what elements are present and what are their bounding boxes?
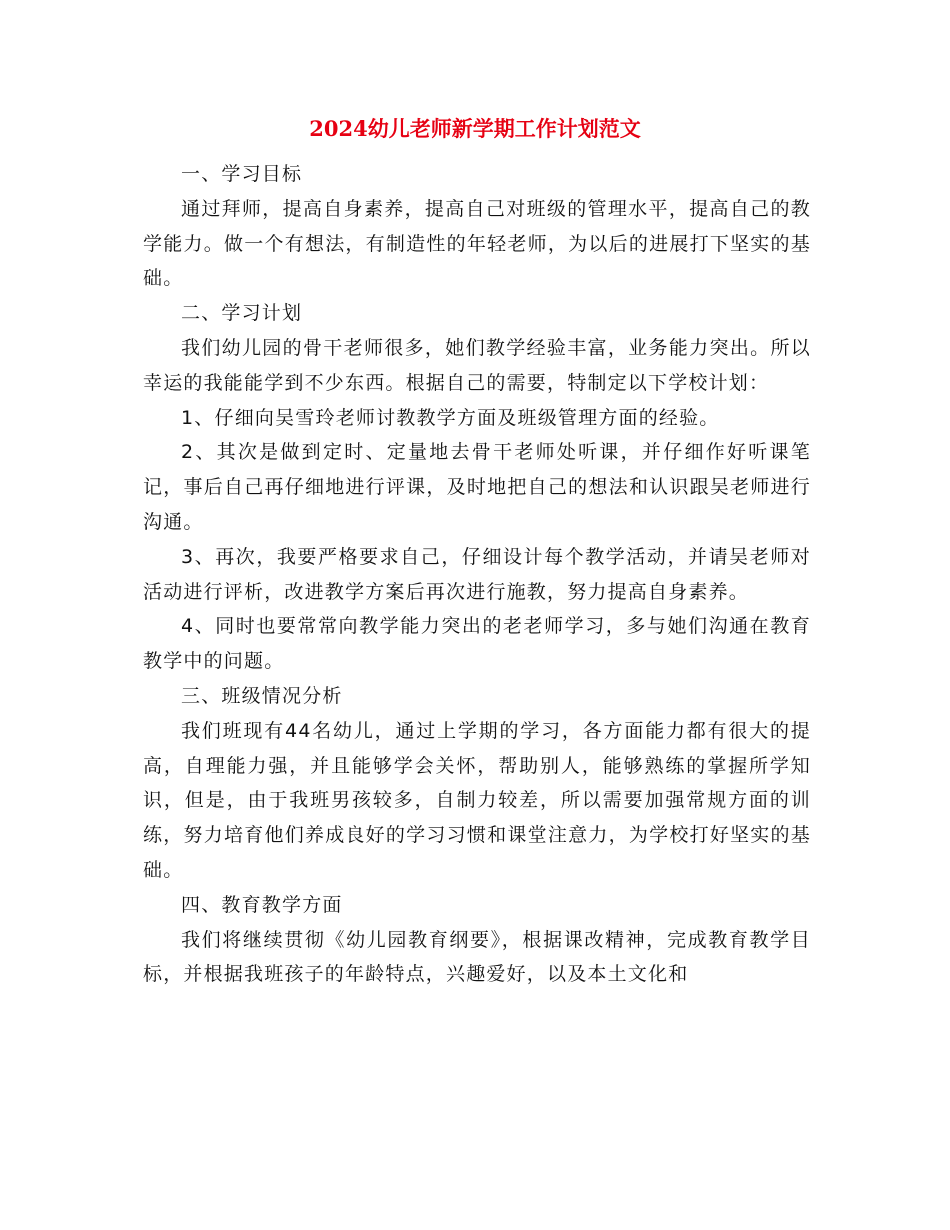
plan-item-3: 3、再次，我要严格要求自己，仔细设计每个教学活动，并请吴老师对活动进行评析，改进教学方案后再次进行施教，努力提高自身素养。 xyxy=(143,545,811,603)
plan-item-4: 4、同时也要常常向教学能力突出的老老师学习，多与她们沟通在教育教学中的问题。 xyxy=(143,615,811,673)
page-title: 2024幼儿老师新学期工作计划范文 xyxy=(309,116,641,141)
plan-item-2: 2、其次是做到定时、定量地去骨干老师处听课，并仔细作好听课笔记，事后自己再仔细地进行评课，及时地把自己的想法和认识跟吴老师进行沟通。 xyxy=(143,441,811,533)
section-heading-learning-goals: 一、学习目标 xyxy=(181,163,303,185)
section-heading-learning-plan: 二、学习计划 xyxy=(181,302,303,325)
section-heading-teaching: 四、教育教学方面 xyxy=(181,893,343,916)
plan-item-1: 1、仔细向吴雪玲老师讨教教学方面及班级管理方面的经验。 xyxy=(181,406,720,429)
paragraph-teaching: 我们将继续贯彻《幼儿园教育纲要》，根据课改精神，完成教育教学目标，并根据我班孩子的年龄特点，兴趣爱好，以及本土文化和 xyxy=(143,928,811,986)
section-heading-class-analysis: 三、班级情况分析 xyxy=(181,684,343,707)
paragraph-class-analysis: 我们班现有44名幼儿，通过上学期的学习，各方面能力都有很大的提高，自理能力强，并且能够学会关怀，帮助别人，能够熟练的掌握所学知识，但是，由于我班男孩较多，自制力较差，所以需要加强常规方面的训练，努力培育他们养成良好的学习习惯和课堂注意力，为学校打好坚实的基础。 xyxy=(143,719,811,881)
paragraph-learning-plan: 我们幼儿园的骨干老师很多，她们教学经验丰富，业务能力突出。所以幸运的我能能学到不少东西。根据自己的需要，特制定以下学校计划： xyxy=(143,336,811,394)
document-body xyxy=(143,157,811,992)
paragraph-learning-goals: 通过拜师，提高自身素养，提高自己对班级的管理水平，提高自己的教学能力。做一个有想法，有制造性的年轻老师，为以后的进展打下坚实的基础。 xyxy=(143,197,811,290)
